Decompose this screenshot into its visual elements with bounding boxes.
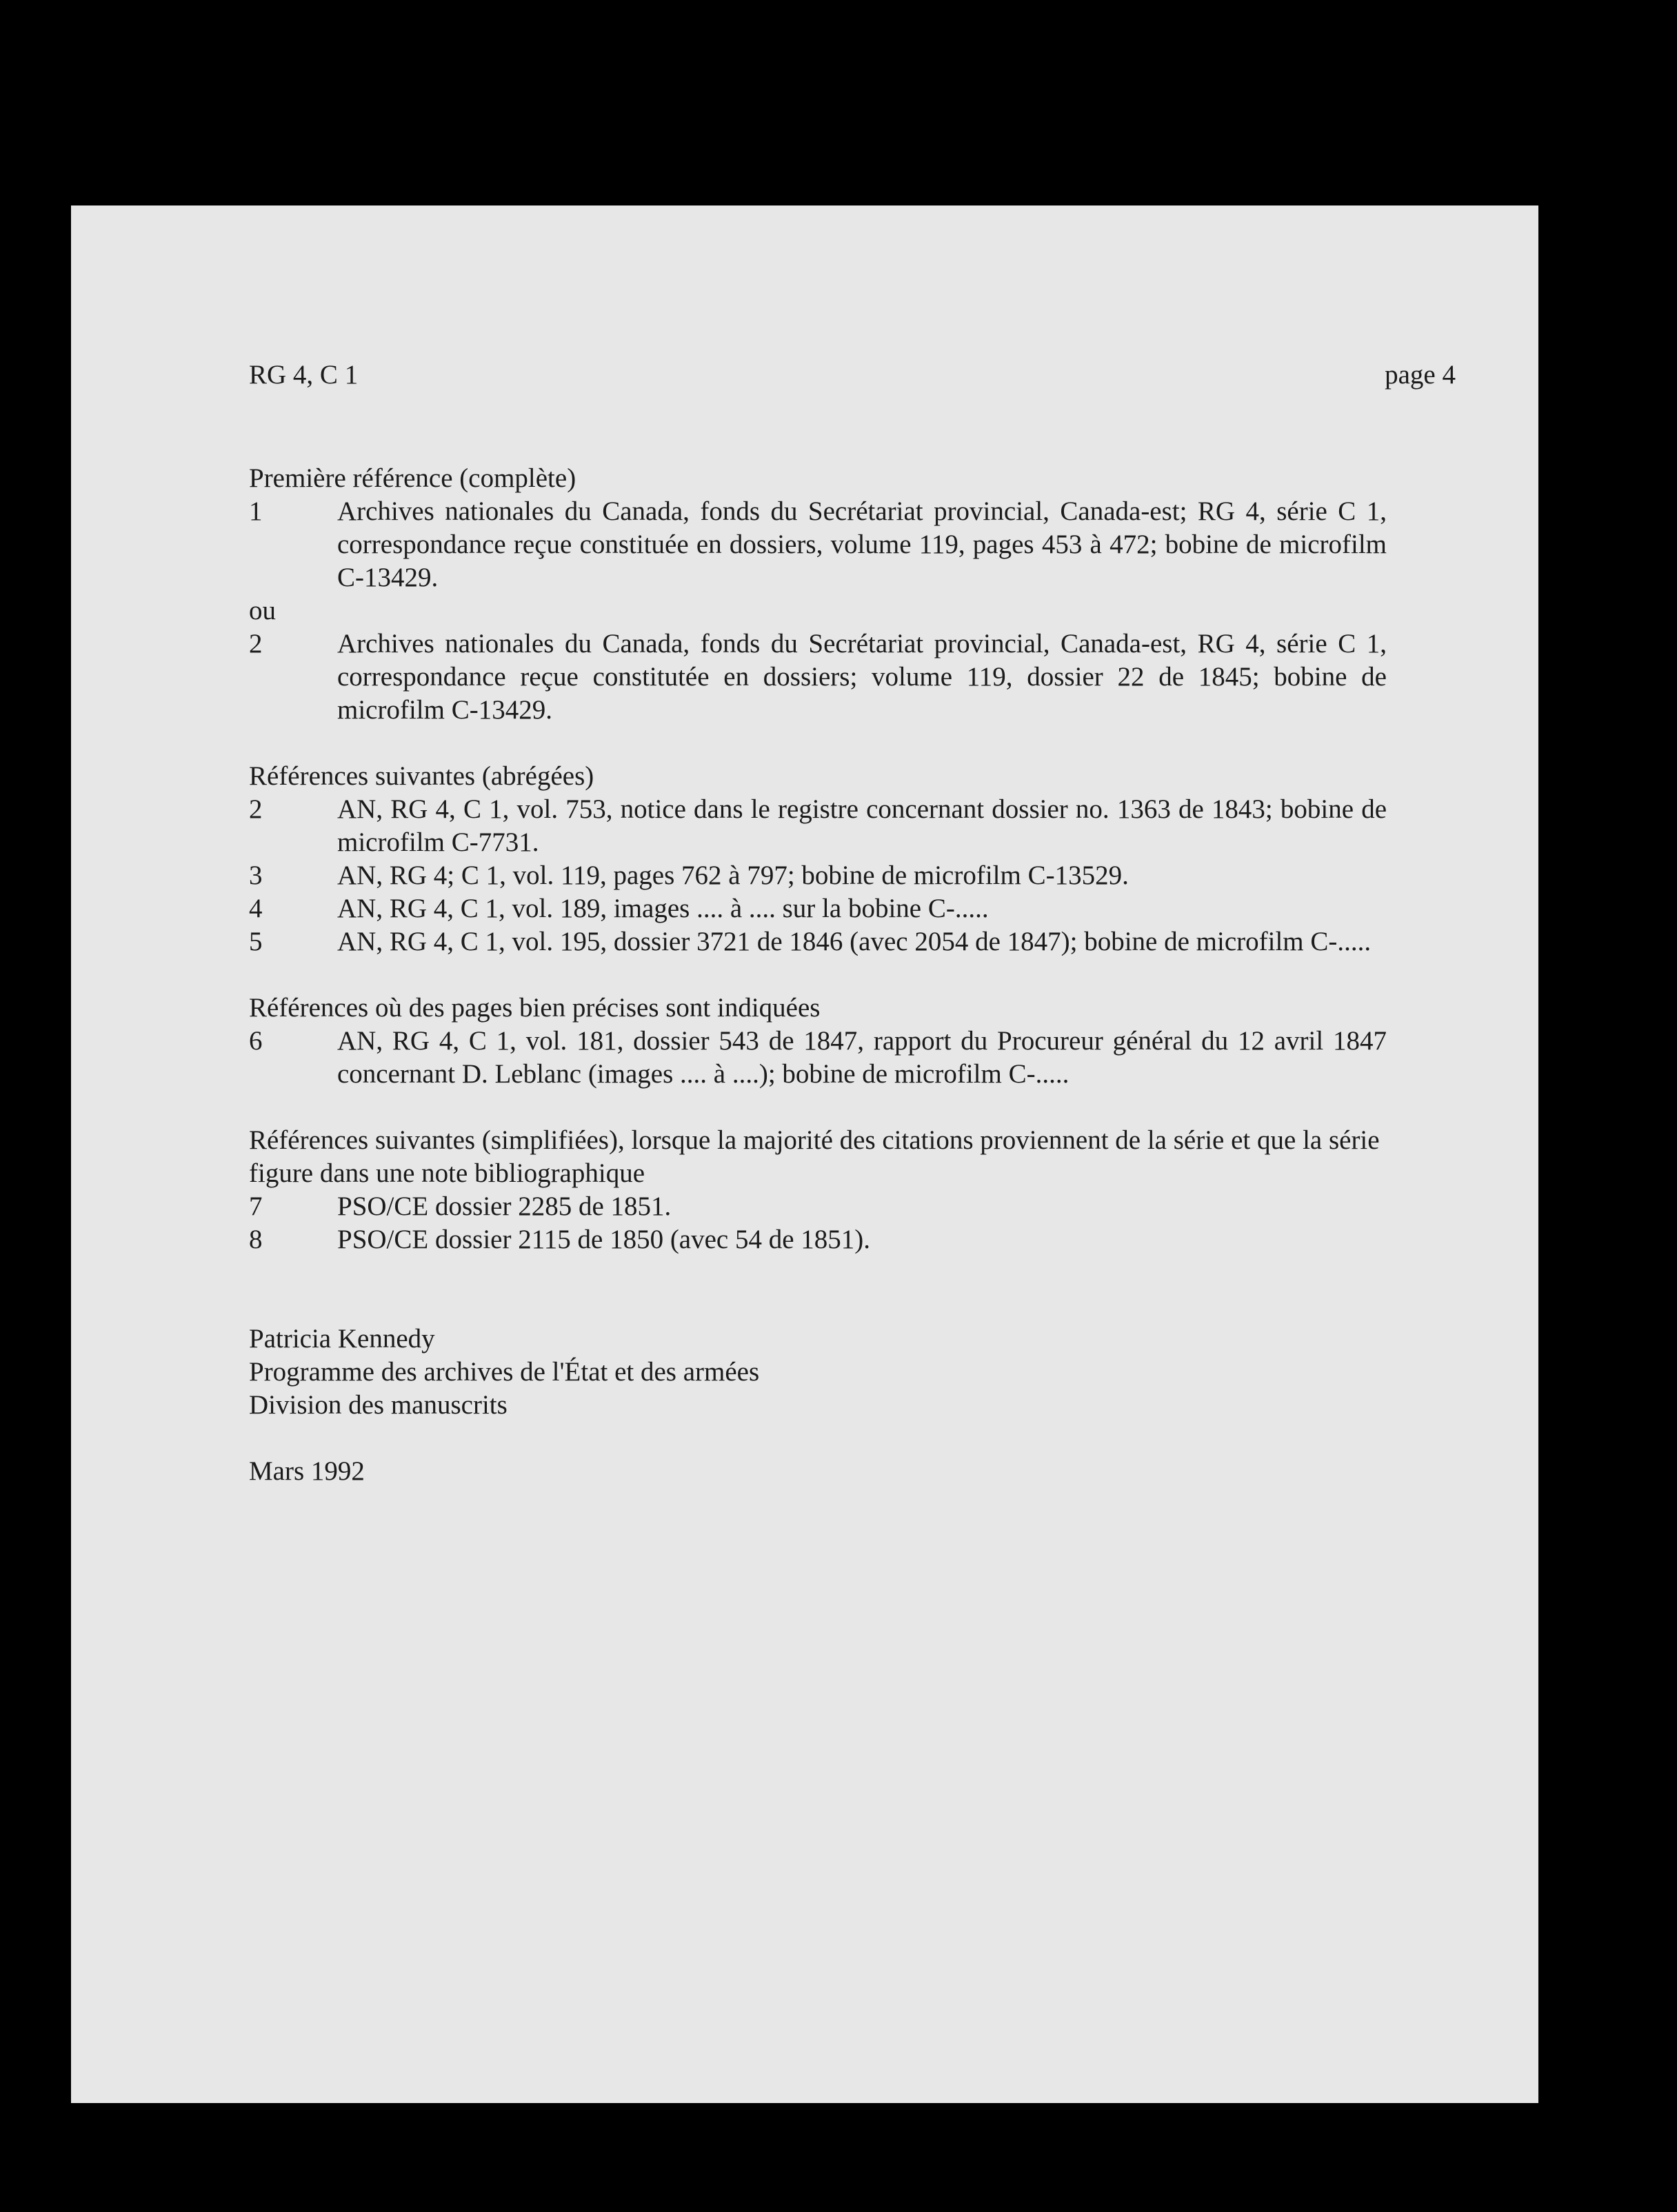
reference-item bbox=[249, 627, 1387, 727]
reference-text: Archives nationales du Canada, fonds du Secrétariat provincial, Canada-est; RG 4, série C 1, correspondance reçue constituée en dossiers, volume 119, pages 453 à 472; bobine de microfilm C-13429. bbox=[337, 496, 1387, 592]
reference-number: 2 bbox=[249, 629, 263, 658]
reference-number: 7 bbox=[249, 1192, 263, 1221]
section-heading-precises: Références où des pages bien précises sont indiquées bbox=[249, 993, 821, 1023]
reference-item bbox=[249, 1190, 1387, 1223]
section-heading-simplifiees: Références suivantes (simplifiées), lorsque la majorité des citations proviennent de la série et que la série figure dans une note bibliographique bbox=[249, 1125, 1380, 1188]
reference-item bbox=[249, 925, 1387, 958]
reference-item bbox=[249, 1223, 1387, 1256]
reference-number: 3 bbox=[249, 861, 263, 890]
reference-text: PSO/CE dossier 2115 de 1850 (avec 54 de 1851). bbox=[337, 1225, 871, 1254]
reference-number: 2 bbox=[249, 794, 263, 824]
author-division: Division des manuscrits bbox=[249, 1390, 508, 1420]
reference-number: 4 bbox=[249, 894, 263, 923]
reference-number: 8 bbox=[249, 1225, 263, 1254]
document-date: Mars 1992 bbox=[249, 1456, 365, 1486]
author-name: Patricia Kennedy bbox=[249, 1324, 435, 1354]
reference-text: AN, RG 4, C 1, vol. 753, notice dans le registre concernant dossier no. 1363 de 1843; bobine de microfilm C-7731. bbox=[337, 794, 1387, 857]
section-heading-suivantes: Références suivantes (abrégées) bbox=[249, 761, 594, 791]
reference-item bbox=[249, 793, 1387, 859]
reference-number: 1 bbox=[249, 496, 263, 526]
reference-number: 5 bbox=[249, 927, 263, 956]
section-heading-premiere: Première référence (complète) bbox=[249, 463, 576, 493]
reference-text: AN, RG 4; C 1, vol. 119, pages 762 à 797; bobine de microfilm C-13529. bbox=[337, 861, 1129, 890]
page-number: page 4 bbox=[1385, 360, 1456, 390]
author-program: Programme des archives de l'État et des armées bbox=[249, 1357, 760, 1387]
separator-ou: ou bbox=[249, 596, 276, 625]
document-body bbox=[249, 462, 1387, 1488]
reference-item bbox=[249, 859, 1387, 892]
header-reference: RG 4, C 1 bbox=[249, 360, 359, 390]
reference-text: Archives nationales du Canada, fonds du Secrétariat provincial, Canada-est, RG 4, série C 1, correspondance reçue constitutée en dossiers; volume 119, dossier 22 de 1845; bobine de microfilm C-13429. bbox=[337, 629, 1387, 725]
reference-text: AN, RG 4, C 1, vol. 195, dossier 3721 de 1846 (avec 2054 de 1847); bobine de microfilm C-..... bbox=[337, 927, 1372, 956]
reference-item bbox=[249, 495, 1387, 594]
reference-text: AN, RG 4, C 1, vol. 189, images .... à .... sur la bobine C-..... bbox=[337, 894, 989, 923]
signature-block bbox=[249, 1323, 1387, 1488]
reference-item bbox=[249, 1025, 1387, 1091]
reference-number: 6 bbox=[249, 1026, 263, 1056]
reference-text: AN, RG 4, C 1, vol. 181, dossier 543 de 1847, rapport du Procureur général du 12 avril 1847 concernant D. Leblanc (images .... à ....); bobine de microfilm C-..... bbox=[337, 1026, 1387, 1089]
document-page bbox=[71, 205, 1538, 2103]
reference-text: PSO/CE dossier 2285 de 1851. bbox=[337, 1192, 672, 1221]
reference-item bbox=[249, 892, 1387, 925]
